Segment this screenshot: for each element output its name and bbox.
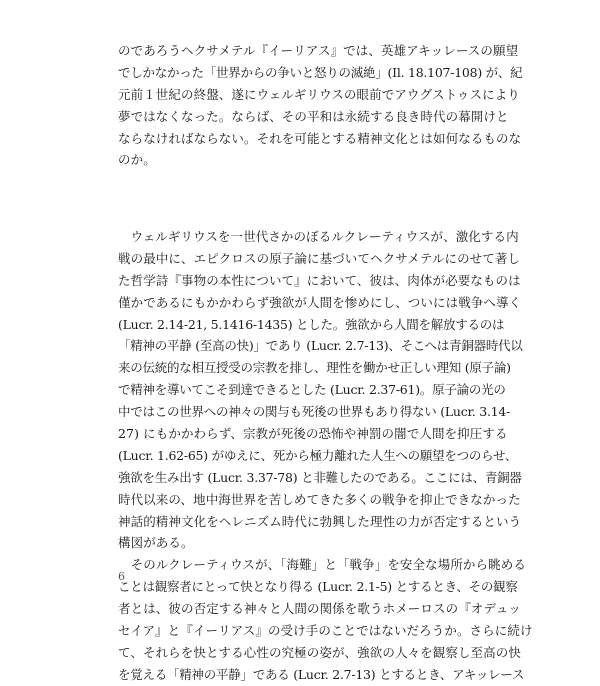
text-line: ことは観察者にとって快となり得る (Lucr. 2.1-5) とするとき、その観察 bbox=[118, 579, 518, 595]
text-line: 戦の最中に、エピクロスの原子論に基づいてヘクサメテルにのせて著し bbox=[118, 250, 521, 266]
text-line: た哲学詩『事物の本性について』において、彼は、肉体が必要なものは bbox=[118, 272, 521, 288]
text-line: で精神を導いてこそ到達できるとした (Lucr. 2.37-61)。原子論の光の bbox=[118, 382, 506, 398]
paragraph-1 bbox=[118, 40, 523, 171]
text-line: でしかなかった「世界からの争いと怒りの滅絶」(Il. 18.107-108) が、紀 bbox=[118, 64, 523, 80]
text-line: 中ではこの世界への神々の関与も死後の世界もあり得ない (Lucr. 3.14- bbox=[118, 404, 511, 420]
text-line: (Lucr. 1.62-65) がゆえに、死から極力離れた人生への願望をつのらせ、 bbox=[118, 447, 518, 463]
text-line: 27) にもかかわらず、宗教が死後の恐怖や神罰の闇で人間を抑圧する bbox=[118, 426, 508, 442]
text-line: ウェルギリウスを一世代さかのぼるルクレーティウスが、激化する内 bbox=[118, 229, 519, 244]
text-line: 元前１世紀の終盤、遂にウェルギリウスの眼前でアウグストゥスにより bbox=[118, 86, 520, 102]
text-line: て、それらを快とする心性の究極の姿が、強欲の人々を観察し至高の快 bbox=[118, 644, 521, 660]
text-line: (Lucr. 2.14-21, 5.1416-1435) とした。強欲から人間を解放するのは bbox=[118, 316, 505, 332]
text-line: 「精神の平静 (至高の快)」であり (Lucr. 2.7-13)、そこへは青銅器時代以 bbox=[118, 338, 523, 354]
text-line: のであろうヘクサメテル『イーリアス』では、英雄アキッレースの願望 bbox=[118, 43, 519, 58]
text-line: ならなければならない。それを可能とする精神文化とは如何なるものな bbox=[118, 130, 522, 146]
paragraph-2 bbox=[118, 226, 533, 686]
page-number: 6 bbox=[118, 570, 125, 583]
text-line: 神話的精神文化をヘレニズム時代に勃興した理性の力が否定するという bbox=[118, 513, 522, 529]
text-line: 来の伝統的な相互授受の宗教を排し、理性を働かせ正しい理知 (原子論) bbox=[118, 360, 511, 376]
text-line: 者とは、彼の否定する神々と人間の関係を歌うホメーロスの『オデュッ bbox=[118, 601, 521, 617]
text-line: セイア』と『イーリアス』の受け手のことではないだろうか。さらに続け bbox=[118, 623, 533, 639]
text-line: 僅かであるにもかかわらず強欲が人間を惨めにし、ついには戦争へ導く bbox=[118, 294, 522, 310]
text-line: のか。 bbox=[118, 152, 156, 168]
text-line: を覚える「精神の平静」である (Lucr. 2.7-13) とするとき、アキッレース bbox=[118, 666, 525, 682]
text-line: そのルクレーティウスが、「海難」と「戦争」を安全な場所から眺める bbox=[118, 557, 526, 573]
text-line: 構図がある。 bbox=[118, 535, 194, 551]
text-line: 強欲を生み出す (Lucr. 3.37-78) と非難したのである。ここには、青銅器 bbox=[118, 469, 522, 485]
text-line: 時代以来の、地中海世界を苦しめてきた多くの戦争を抑止できなかった bbox=[118, 491, 521, 507]
text-line: 夢ではなくなった。ならば、その平和は永続する良き時代の幕開けと bbox=[118, 108, 509, 124]
